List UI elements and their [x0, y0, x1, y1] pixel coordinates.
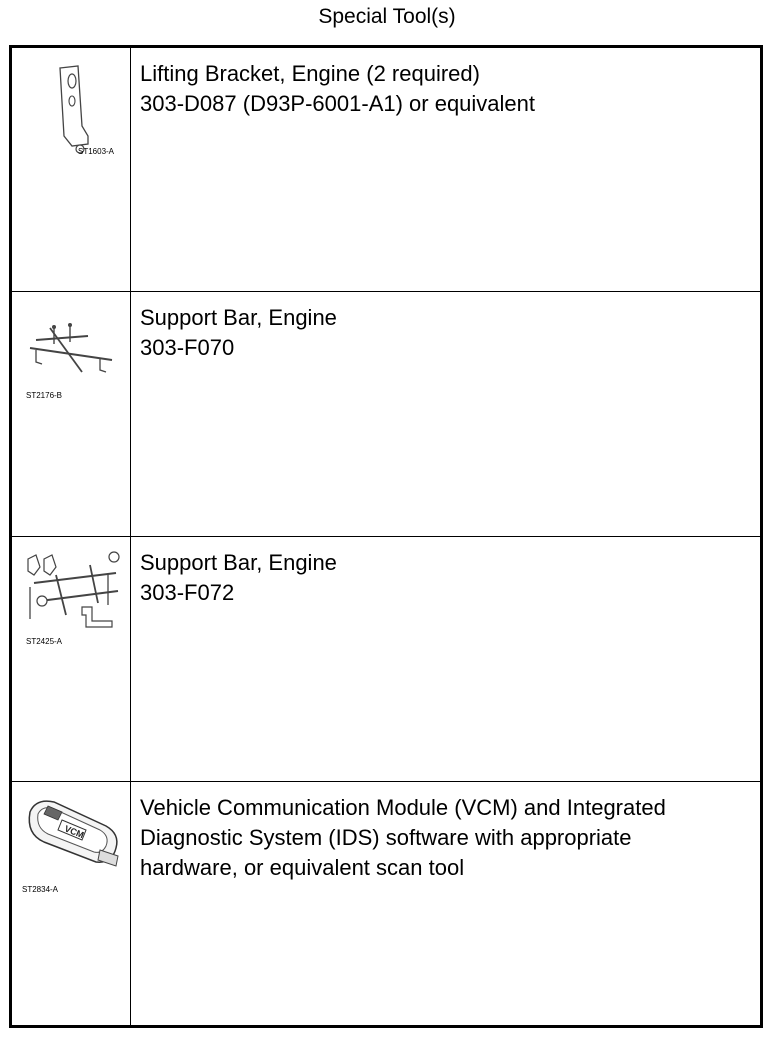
- page-title: Special Tool(s): [318, 5, 456, 28]
- tool-name-line-3: hardware, or equivalent scan tool: [140, 855, 465, 880]
- tool-name: Support Bar, Engine: [140, 305, 337, 330]
- tool-number: 303-F070: [140, 335, 235, 360]
- tool-description: [131, 782, 762, 1027]
- special-tools-table: [9, 45, 763, 1028]
- table-row: [11, 537, 762, 782]
- table-row: [11, 47, 762, 292]
- support-bar-kit-icon: [20, 545, 120, 645]
- tool-name: Vehicle Communication Module (VCM) and Integrated: [140, 795, 666, 820]
- table-row: [11, 782, 762, 1027]
- tool-number: 303-D087 (D93P-6001-A1) or equivalent: [140, 91, 536, 116]
- table-row: [11, 292, 762, 537]
- support-bar-icon: [20, 300, 120, 390]
- tool-name: Support Bar, Engine: [140, 550, 337, 575]
- tool-image-code: ST2834-A: [22, 885, 59, 894]
- tool-image-code: ST2425-A: [26, 637, 63, 646]
- tool-description: [131, 47, 762, 292]
- tool-description: [131, 292, 762, 537]
- tool-image-code: ST1603-A: [78, 147, 115, 156]
- tool-description: [131, 537, 762, 782]
- tool-number: 303-F072: [140, 580, 235, 605]
- tool-name: Lifting Bracket, Engine (2 required): [140, 61, 480, 86]
- tool-image-cell: [11, 47, 131, 292]
- tool-image-cell: [11, 292, 131, 537]
- svg-text:VCM: VCM: [63, 823, 86, 841]
- tool-image-cell: [11, 782, 131, 1027]
- tool-image-cell: [11, 537, 131, 782]
- tool-image-code: ST2176-B: [26, 391, 63, 400]
- vcm-module-icon: [20, 790, 124, 880]
- tool-name-line-2: Diagnostic System (IDS) software with appropriate: [140, 825, 632, 850]
